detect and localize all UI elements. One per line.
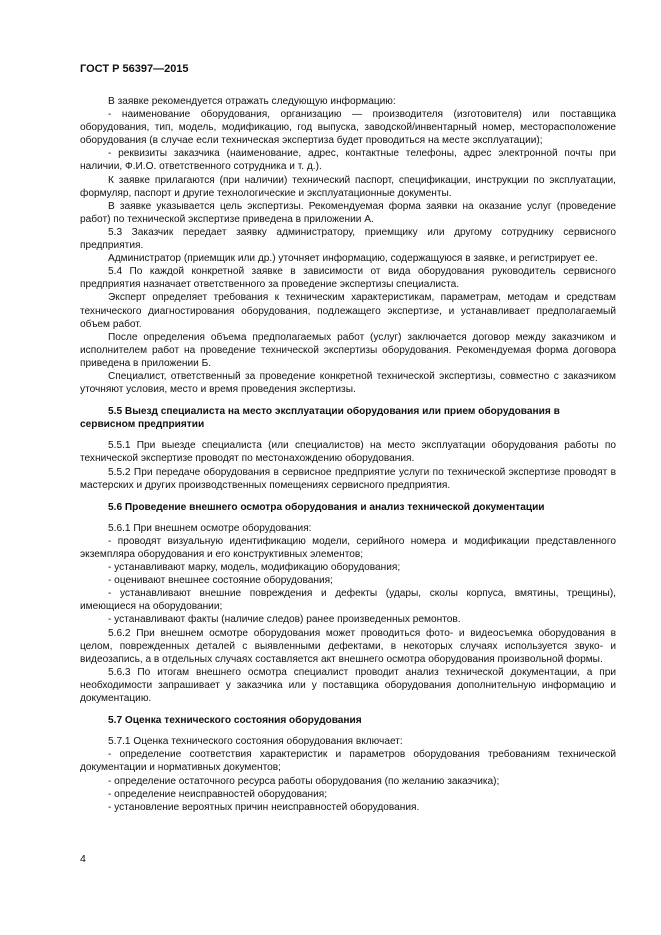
list-item: - оценивают внешнее состояние оборудования; [108, 575, 333, 587]
paragraph: Специалист, ответственный за проведение конкретной технической экспертизы, совместно с заказчиком уточняют условия, место и время проведения экспертизы. [80, 370, 616, 396]
clause-5-6-1: 5.6.1 При внешнем осмотре оборудования: [108, 522, 312, 534]
clause-5-5-2: 5.5.2 При передаче оборудования в сервисное предприятие услуги по технической экспертизе проводят в мастерских и других производственных помещениях сервисного предприятия. [80, 466, 616, 491]
paragraph: После определения объема предполагаемых работ (услуг) заключается договор между заказчиком и исполнителем работ на проведение технической экспертизы оборудования. Рекомендуемая форма договора приведена в приложении Б. [80, 331, 616, 369]
document-code-header: ГОСТ Р 56397—2015 [80, 63, 189, 75]
list-item: - наименование оборудования, организацию — производителя (изготовителя) или поставщика оборудования, тип, модель, модификацию, год выпуска, заводской/инвентарный номер, месторасположение оборудования (в случае если техническая экспертиза будет проводиться на месте эксплуатации); [80, 109, 616, 147]
clause-5-5-1: 5.5.1 При выезде специалиста (или специалистов) на место эксплуатации оборудования работы по технической экспертизе проводят по местонахождению оборудования. [80, 440, 616, 465]
page-number: 4 [80, 853, 86, 865]
clause-5-6-2: 5.6.2 При внешнем осмотре оборудования может проводиться фото- и видеосъемка оборудования в целом, поврежденных деталей с выявленными дефектами, в некоторых случаях используется звуко- и видеозапись, а в отдельных случаях составляется акт внешнего осмотра оборудования произвольной формы. [80, 627, 616, 665]
document-body [80, 95, 616, 814]
list-item: - устанавливают марку, модель, модификацию оборудования; [108, 562, 401, 574]
section-heading-5-6: 5.6 Проведение внешнего осмотра оборудования и анализ технической документации [108, 501, 545, 513]
clause-5-3: 5.3 Заказчик передает заявку администратору, приемщику или другому сотруднику сервисного предприятия. [80, 226, 616, 252]
paragraph: Администратор (приемщик или др.) уточняет информацию, содержащуюся в заявке, и регистрирует ее. [108, 253, 598, 265]
paragraph: В заявке указывается цель экспертизы. Рекомендуемая форма заявки на оказание услуг (проведение работ) по технической экспертизе приведена в приложении А. [80, 200, 616, 225]
paragraph: В заявке рекомендуется отражать следующую информацию: [108, 96, 396, 107]
list-item: - реквизиты заказчика (наименование, адрес, контактные телефоны, адрес электронной почты при наличии, Ф.И.О. ответственного сотрудника и т. д.). [80, 148, 616, 173]
list-item: - устанавливают внешние повреждения и дефекты (удары, сколы корпуса, вмятины, трещины), имеющиеся на оборудовании; [80, 588, 616, 613]
list-item: - устанавливают факты (наличие следов) ранее произведенных ремонтов. [108, 614, 461, 626]
clause-5-6-3: 5.6.3 По итогам внешнего осмотра специалист проводит анализ технической документации, а при необходимости запрашивает у заказчика или у поставщика оборудования дополнительную информацию и документацию. [80, 666, 616, 705]
list-item: - определение соответствия характеристик и параметров оборудования требованиям технической документации и нормативных документов; [80, 749, 616, 774]
list-item: - проводят визуальную идентификацию модели, серийного номера и модификации представленного экземпляра оборудования и его конструктивных элементов; [80, 535, 616, 560]
clause-5-4: 5.4 По каждой конкретной заявке в зависимости от вида оборудования руководитель сервисного предприятия назначает ответственного за проведение экспертизы специалиста. [80, 266, 616, 291]
clause-5-7-1: 5.7.1 Оценка технического состояния оборудования включает: [108, 736, 403, 748]
list-item: - определение остаточного ресурса работы оборудования (по желанию заказчика); [108, 775, 500, 787]
list-item: - установление вероятных причин неисправностей оборудования. [108, 801, 420, 813]
paragraph: К заявке прилагаются (при наличии) технический паспорт, спецификации, инструкции по эксплуатации, формуляр, паспорт и другие технологические и эксплуатационные документы. [80, 174, 616, 199]
section-heading-5-5: 5.5 Выезд специалиста на место эксплуатации оборудования или прием оборудования в сервисном предприятии [80, 406, 560, 431]
paragraph: Эксперт определяет требования к техническим характеристикам, параметрам, методам и средствам технического диагностирования оборудования, подлежащего экспертизе, и устанавливает предполагаемый объем работ. [80, 292, 616, 330]
section-heading-5-7: 5.7 Оценка технического состояния оборудования [108, 715, 362, 727]
list-item: - определение неисправностей оборудования; [108, 788, 328, 800]
